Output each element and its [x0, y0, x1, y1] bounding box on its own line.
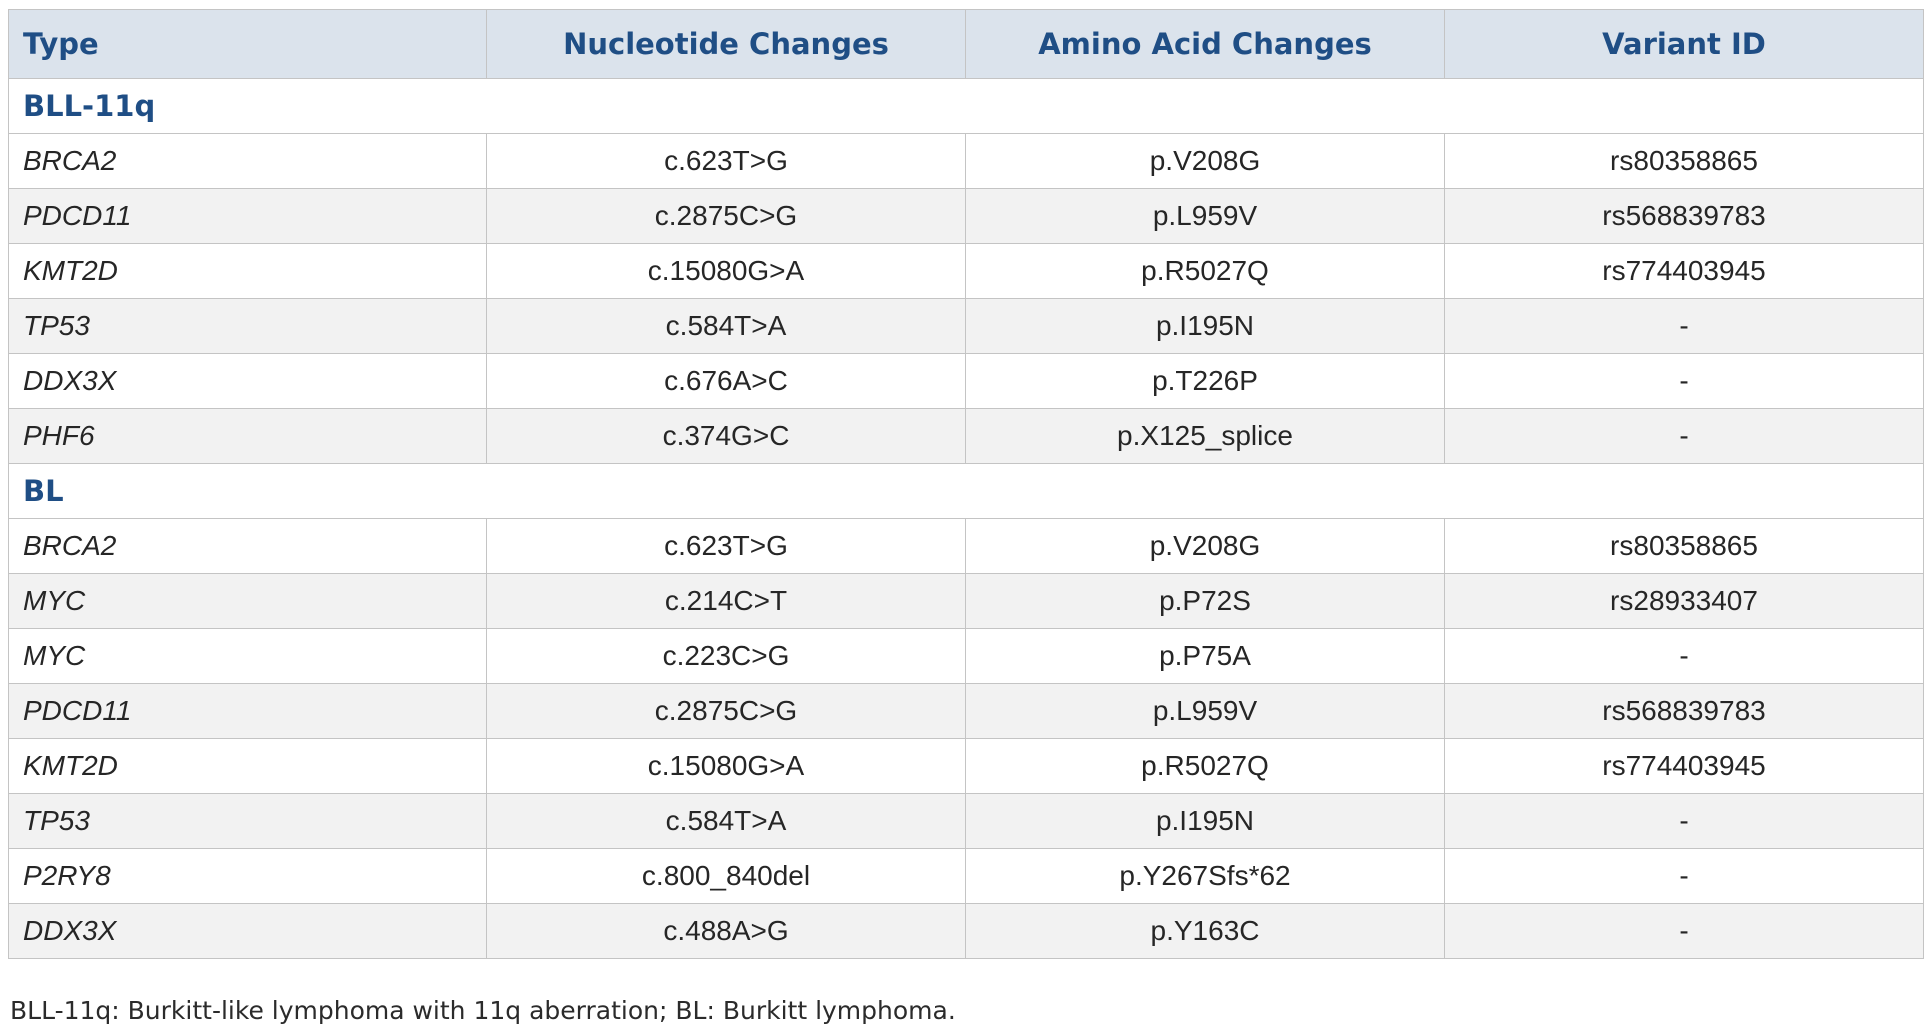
nucleotide-change-cell: c.15080G>A: [487, 244, 966, 299]
table-row: [9, 629, 1924, 684]
nucleotide-change-cell: c.214C>T: [487, 574, 966, 629]
amino-acid-change-cell: p.X125_splice: [966, 409, 1445, 464]
gene-cell: PHF6: [9, 409, 487, 464]
group-row: [9, 464, 1924, 519]
table-row: [9, 794, 1924, 849]
amino-acid-change-cell: p.L959V: [966, 189, 1445, 244]
nucleotide-change-cell: c.223C>G: [487, 629, 966, 684]
variant-id-cell: -: [1445, 629, 1924, 684]
table-row: [9, 849, 1924, 904]
variant-id-cell: rs568839783: [1445, 189, 1924, 244]
table-row: [9, 684, 1924, 739]
variant-id-cell: rs774403945: [1445, 244, 1924, 299]
nucleotide-change-cell: c.374G>C: [487, 409, 966, 464]
variant-id-cell: rs568839783: [1445, 684, 1924, 739]
gene-cell: PDCD11: [9, 189, 487, 244]
gene-cell: TP53: [9, 299, 487, 354]
variant-id-cell: -: [1445, 904, 1924, 959]
gene-cell: MYC: [9, 574, 487, 629]
gene-cell: KMT2D: [9, 739, 487, 794]
table-row: [9, 739, 1924, 794]
amino-acid-change-cell: p.L959V: [966, 684, 1445, 739]
header-type: Type: [9, 10, 487, 79]
table-row: [9, 519, 1924, 574]
gene-cell: BRCA2: [9, 519, 487, 574]
variant-id-cell: rs28933407: [1445, 574, 1924, 629]
amino-acid-change-cell: p.P75A: [966, 629, 1445, 684]
variant-id-cell: rs80358865: [1445, 134, 1924, 189]
table-row: [9, 574, 1924, 629]
variant-id-cell: -: [1445, 409, 1924, 464]
variant-id-cell: -: [1445, 849, 1924, 904]
table-footnote: BLL-11q: Burkitt-like lymphoma with 11q aberration; BL: Burkitt lymphoma.: [10, 996, 956, 1025]
group-row: [9, 79, 1924, 134]
variant-id-cell: rs80358865: [1445, 519, 1924, 574]
nucleotide-change-cell: c.676A>C: [487, 354, 966, 409]
amino-acid-change-cell: p.Y163C: [966, 904, 1445, 959]
header-variant-id: Variant ID: [1445, 10, 1924, 79]
gene-cell: KMT2D: [9, 244, 487, 299]
amino-acid-change-cell: p.R5027Q: [966, 739, 1445, 794]
variant-table-container: [8, 9, 1923, 959]
table-row: [9, 299, 1924, 354]
table-row: [9, 354, 1924, 409]
nucleotide-change-cell: c.2875C>G: [487, 684, 966, 739]
nucleotide-change-cell: c.15080G>A: [487, 739, 966, 794]
group-label: BL: [9, 464, 1924, 519]
gene-cell: DDX3X: [9, 354, 487, 409]
amino-acid-change-cell: p.V208G: [966, 519, 1445, 574]
gene-cell: PDCD11: [9, 684, 487, 739]
amino-acid-change-cell: p.Y267Sfs*62: [966, 849, 1445, 904]
nucleotide-change-cell: c.584T>A: [487, 299, 966, 354]
variant-id-cell: rs774403945: [1445, 739, 1924, 794]
nucleotide-change-cell: c.2875C>G: [487, 189, 966, 244]
variant-id-cell: -: [1445, 794, 1924, 849]
nucleotide-change-cell: c.623T>G: [487, 134, 966, 189]
table-row: [9, 244, 1924, 299]
table-header: [9, 10, 1924, 79]
amino-acid-change-cell: p.T226P: [966, 354, 1445, 409]
gene-cell: BRCA2: [9, 134, 487, 189]
table-row: [9, 189, 1924, 244]
table-body: [9, 79, 1924, 959]
variant-id-cell: -: [1445, 354, 1924, 409]
amino-acid-change-cell: p.I195N: [966, 299, 1445, 354]
gene-cell: TP53: [9, 794, 487, 849]
table-row: [9, 409, 1924, 464]
amino-acid-change-cell: p.P72S: [966, 574, 1445, 629]
variant-id-cell: -: [1445, 299, 1924, 354]
group-label: BLL-11q: [9, 79, 1924, 134]
amino-acid-change-cell: p.R5027Q: [966, 244, 1445, 299]
table-row: [9, 904, 1924, 959]
gene-cell: MYC: [9, 629, 487, 684]
gene-cell: DDX3X: [9, 904, 487, 959]
variant-table: [8, 9, 1924, 959]
amino-acid-change-cell: p.V208G: [966, 134, 1445, 189]
gene-cell: P2RY8: [9, 849, 487, 904]
header-amino-acid-changes: Amino Acid Changes: [966, 10, 1445, 79]
nucleotide-change-cell: c.800_840del: [487, 849, 966, 904]
amino-acid-change-cell: p.I195N: [966, 794, 1445, 849]
table-row: [9, 134, 1924, 189]
nucleotide-change-cell: c.584T>A: [487, 794, 966, 849]
header-row: [9, 10, 1924, 79]
header-nucleotide-changes: Nucleotide Changes: [487, 10, 966, 79]
nucleotide-change-cell: c.488A>G: [487, 904, 966, 959]
nucleotide-change-cell: c.623T>G: [487, 519, 966, 574]
